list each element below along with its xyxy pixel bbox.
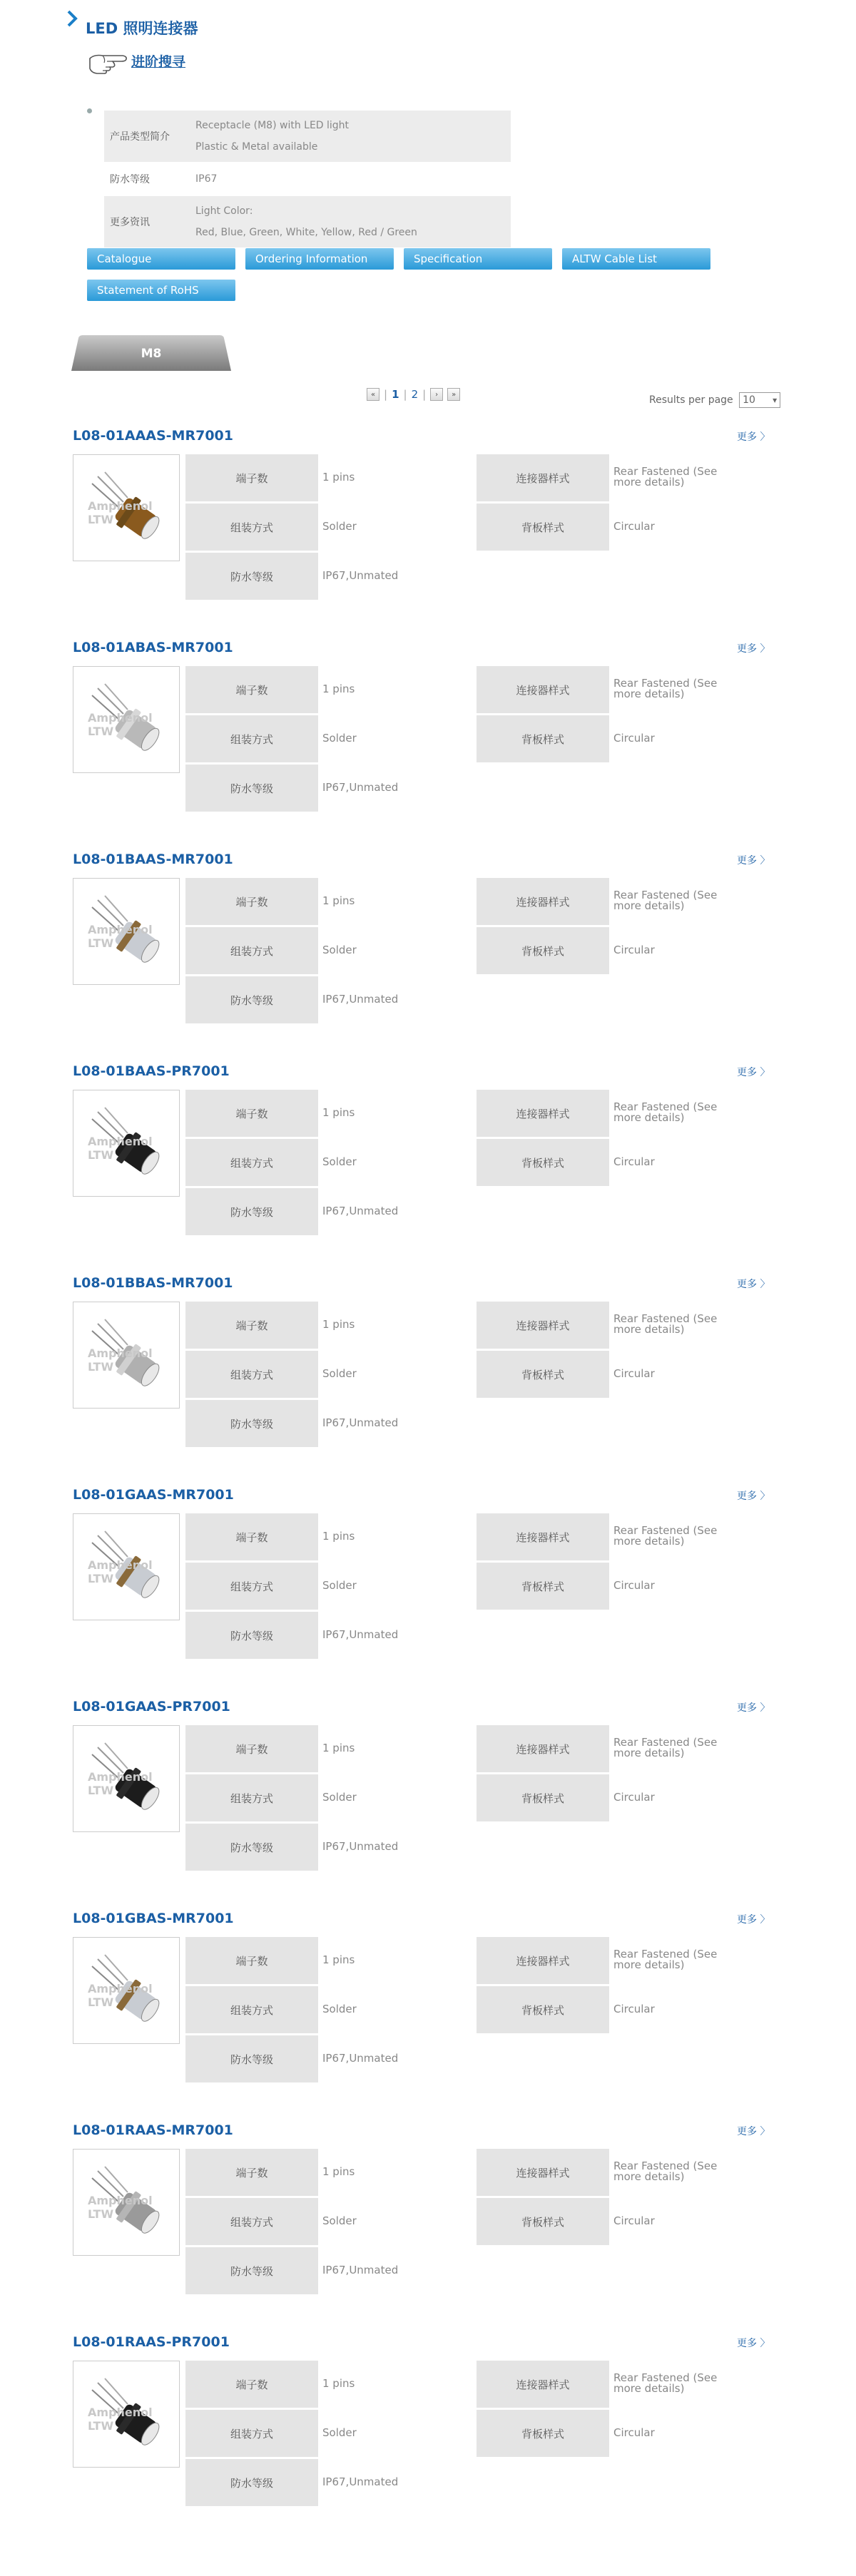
spec-value-mount: Solder — [322, 520, 357, 533]
product-name-link[interactable]: L08-01GBAS-MR7001 — [73, 1911, 234, 1926]
spec-label-pins: 端子数 — [185, 454, 318, 501]
product-thumbnail[interactable] — [73, 1302, 180, 1409]
nav-ordering-information[interactable]: Ordering Information — [245, 248, 394, 270]
spec-value-panel: Circular — [613, 2426, 655, 2439]
spec-label-pins: 端子数 — [185, 1513, 318, 1560]
results-per-page — [649, 392, 780, 408]
spec-label-ip: 防水等级 — [185, 1612, 318, 1659]
spec-label-connector: 连接器样式 — [477, 454, 609, 501]
spec-value-ip: IP67,Unmated — [322, 2475, 399, 2488]
spec-label-connector: 连接器样式 — [477, 2149, 609, 2196]
spec-label-ip: 防水等级 — [185, 2459, 318, 2506]
spec-label-panel: 背板样式 — [477, 1986, 609, 2033]
product-item — [73, 2334, 786, 2528]
spec-label-ip: 防水等级 — [185, 1824, 318, 1871]
spec-value-pins: 1 pins — [322, 894, 355, 907]
spec-value-panel: Circular — [613, 1155, 655, 1168]
spec-value-panel: Circular — [613, 732, 655, 745]
product-name-link[interactable]: L08-01RAAS-PR7001 — [73, 2334, 230, 2350]
product-item — [73, 1275, 786, 1469]
spec-label-pins: 端子数 — [185, 666, 318, 713]
spec-value-connector: Rear Fastened (See more details) — [613, 1948, 718, 1971]
product-name-link[interactable]: L08-01BBAS-MR7001 — [73, 1275, 233, 1291]
spec-label-mount: 组装方式 — [185, 1563, 318, 1610]
more-link[interactable]: 更多 〉 — [737, 2338, 770, 2349]
spec-value-ip: IP67,Unmated — [322, 2052, 399, 2065]
spec-value-ip: IP67,Unmated — [322, 993, 399, 1006]
spec-label-mount: 组装方式 — [185, 504, 318, 551]
spec-value-connector: Rear Fastened (See more details) — [613, 677, 718, 700]
spec-label-mount: 组装方式 — [185, 715, 318, 762]
page-title: LED 照明连接器 — [86, 20, 198, 37]
product-item — [73, 428, 786, 622]
spec-label-ip: 防水等级 — [185, 2247, 318, 2294]
info-key: 产品类型简介 — [104, 111, 187, 162]
product-name-link[interactable]: L08-01AAAS-MR7001 — [73, 428, 233, 444]
spec-label-mount: 组装方式 — [185, 1351, 318, 1398]
product-name-link[interactable]: L08-01BAAS-PR7001 — [73, 1063, 230, 1079]
spec-value-pins: 1 pins — [322, 1530, 355, 1543]
spec-value-mount: Solder — [322, 1579, 357, 1592]
more-link[interactable]: 更多 〉 — [737, 643, 770, 655]
bullet-icon — [87, 108, 92, 113]
spec-value-mount: Solder — [322, 732, 357, 745]
spec-label-ip: 防水等级 — [185, 1188, 318, 1235]
product-thumbnail[interactable] — [73, 666, 180, 773]
spec-label-pins: 端子数 — [185, 2149, 318, 2196]
watermark: Amphenol LTW — [88, 1982, 153, 2009]
chevron-right-icon — [66, 10, 79, 27]
nav-specification[interactable]: Specification — [404, 248, 552, 270]
spec-value-pins: 1 pins — [322, 2377, 355, 2390]
spec-value-mount: Solder — [322, 1367, 357, 1380]
spec-label-connector: 连接器样式 — [477, 1090, 609, 1137]
more-link[interactable]: 更多 〉 — [737, 855, 770, 867]
spec-label-connector: 连接器样式 — [477, 1725, 609, 1772]
spec-label-ip: 防水等级 — [185, 2035, 318, 2082]
spec-value-pins: 1 pins — [322, 1106, 355, 1119]
info-key: 防水等级 — [104, 164, 187, 194]
spec-value-pins: 1 pins — [322, 1318, 355, 1331]
spec-value-pins: 1 pins — [322, 683, 355, 695]
watermark: Amphenol LTW — [88, 2194, 153, 2221]
more-link[interactable]: 更多 〉 — [737, 431, 770, 443]
info-value — [187, 196, 511, 247]
more-link[interactable]: 更多 〉 — [737, 1279, 770, 1290]
pointing-hand-icon — [87, 50, 131, 76]
product-name-link[interactable]: L08-01RAAS-MR7001 — [73, 2122, 233, 2138]
spec-label-mount: 组装方式 — [185, 1774, 318, 1821]
spec-label-connector: 连接器样式 — [477, 1302, 609, 1349]
spec-label-pins: 端子数 — [185, 2361, 318, 2408]
product-thumbnail[interactable] — [73, 2361, 180, 2468]
spec-label-panel: 背板样式 — [477, 2198, 609, 2245]
spec-value-connector: Rear Fastened (See more details) — [613, 1736, 718, 1759]
spec-value-connector: Rear Fastened (See more details) — [613, 2160, 718, 2183]
spec-value-connector: Rear Fastened (See more details) — [613, 889, 718, 912]
product-item — [73, 640, 786, 834]
watermark: Amphenol LTW — [88, 711, 153, 738]
product-name-link[interactable]: L08-01GAAS-MR7001 — [73, 1487, 234, 1503]
info-row — [104, 196, 511, 247]
spec-label-mount: 组装方式 — [185, 1986, 318, 2033]
spec-label-ip: 防水等级 — [185, 765, 318, 812]
watermark: Amphenol LTW — [88, 1135, 153, 1162]
spec-value-pins: 1 pins — [322, 2165, 355, 2178]
spec-label-pins: 端子数 — [185, 1937, 318, 1984]
spec-value-panel: Circular — [613, 520, 655, 533]
results-per-page-label: Results per page — [649, 394, 733, 406]
product-thumbnail[interactable] — [73, 454, 180, 561]
spec-value-mount: Solder — [322, 1791, 357, 1804]
spec-value-mount: Solder — [322, 2214, 357, 2227]
info-row — [104, 111, 511, 162]
product-thumbnail[interactable] — [73, 1937, 180, 2044]
product-item — [73, 1911, 786, 2105]
more-link[interactable]: 更多 〉 — [737, 1914, 770, 1926]
spec-label-ip: 防水等级 — [185, 553, 318, 600]
spec-value-ip: IP67,Unmated — [322, 569, 399, 582]
results-per-page-select[interactable]: 10 ▾ — [739, 392, 780, 408]
product-item — [73, 852, 786, 1046]
spec-value-connector: Rear Fastened (See more details) — [613, 2371, 718, 2395]
spec-label-connector: 连接器样式 — [477, 1513, 609, 1560]
spec-label-panel: 背板样式 — [477, 1774, 609, 1821]
product-thumbnail[interactable] — [73, 1513, 180, 1620]
info-value-line: Plastic & Metal available — [195, 141, 318, 153]
info-key: 更多资讯 — [104, 196, 187, 247]
spec-value-ip: IP67,Unmated — [322, 1205, 399, 1217]
next-page-button[interactable]: › — [430, 388, 443, 401]
spec-value-pins: 1 pins — [322, 1742, 355, 1754]
spec-label-pins: 端子数 — [185, 1725, 318, 1772]
spec-label-connector: 连接器样式 — [477, 2361, 609, 2408]
spec-label-mount: 组装方式 — [185, 2198, 318, 2245]
watermark: Amphenol LTW — [88, 2406, 153, 2433]
info-value — [187, 111, 511, 162]
product-info-table — [104, 108, 511, 250]
nav-catalogue[interactable]: Catalogue — [87, 248, 235, 270]
product-thumbnail[interactable] — [73, 2149, 180, 2256]
info-value: IP67 — [187, 164, 511, 194]
nav-altw-cable-list[interactable]: ALTW Cable List — [562, 248, 710, 270]
spec-value-panel: Circular — [613, 2003, 655, 2015]
product-thumbnail[interactable] — [73, 878, 180, 985]
info-row — [104, 164, 511, 194]
spec-label-connector: 连接器样式 — [477, 1937, 609, 1984]
spec-label-pins: 端子数 — [185, 878, 318, 925]
spec-value-connector: Rear Fastened (See more details) — [613, 465, 718, 489]
spec-value-pins: 1 pins — [322, 471, 355, 484]
more-link[interactable]: 更多 〉 — [737, 2126, 770, 2137]
spec-value-panel: Circular — [613, 2214, 655, 2227]
spec-value-mount: Solder — [322, 1155, 357, 1168]
spec-label-mount: 组装方式 — [185, 1139, 318, 1186]
spec-value-panel: Circular — [613, 1367, 655, 1380]
spec-label-pins: 端子数 — [185, 1302, 318, 1349]
spec-value-ip: IP67,Unmated — [322, 1416, 399, 1429]
spec-label-pins: 端子数 — [185, 1090, 318, 1137]
spec-value-ip: IP67,Unmated — [322, 1840, 399, 1853]
spec-value-ip: IP67,Unmated — [322, 1628, 399, 1641]
spec-value-connector: Rear Fastened (See more details) — [613, 1100, 718, 1124]
watermark: Amphenol LTW — [88, 1770, 153, 1797]
spec-label-panel: 背板样式 — [477, 1563, 609, 1610]
spec-value-ip: IP67,Unmated — [322, 781, 399, 794]
product-item — [73, 2122, 786, 2316]
spec-value-ip: IP67,Unmated — [322, 2264, 399, 2276]
more-link[interactable]: 更多 〉 — [737, 1067, 770, 1078]
spec-value-panel: Circular — [613, 1791, 655, 1804]
last-page-button[interactable]: » — [447, 388, 460, 401]
tab-m8[interactable]: M8 — [141, 347, 162, 361]
spec-value-panel: Circular — [613, 944, 655, 956]
spec-label-connector: 连接器样式 — [477, 666, 609, 713]
page-link-2[interactable]: 2 — [411, 388, 419, 401]
info-value-line: Receptacle (M8) with LED light — [195, 120, 350, 131]
pagination: « | 1 | 2 | › » — [367, 388, 460, 401]
spec-label-mount: 组装方式 — [185, 927, 318, 974]
watermark: Amphenol LTW — [88, 1346, 153, 1374]
first-page-button[interactable]: « — [367, 388, 379, 401]
product-name-link[interactable]: L08-01GAAS-PR7001 — [73, 1699, 230, 1714]
spec-value-connector: Rear Fastened (See more details) — [613, 1312, 718, 1336]
more-link[interactable]: 更多 〉 — [737, 1702, 770, 1714]
product-name-link[interactable]: L08-01ABAS-MR7001 — [73, 640, 233, 655]
spec-value-mount: Solder — [322, 2426, 357, 2439]
spec-label-ip: 防水等级 — [185, 1400, 318, 1447]
spec-label-connector: 连接器样式 — [477, 878, 609, 925]
spec-value-mount: Solder — [322, 2003, 357, 2015]
product-item — [73, 1063, 786, 1257]
watermark: Amphenol LTW — [88, 1558, 153, 1585]
spec-label-panel: 背板样式 — [477, 927, 609, 974]
spec-label-panel: 背板样式 — [477, 715, 609, 762]
spec-value-connector: Rear Fastened (See more details) — [613, 1524, 718, 1548]
watermark: Amphenol LTW — [88, 923, 153, 950]
product-item — [73, 1699, 786, 1893]
product-thumbnail[interactable] — [73, 1725, 180, 1832]
more-link[interactable]: 更多 〉 — [737, 1491, 770, 1502]
info-value-line: Red, Blue, Green, White, Yellow, Red / Green — [195, 227, 417, 238]
product-thumbnail[interactable] — [73, 1090, 180, 1197]
spec-label-panel: 背板样式 — [477, 2410, 609, 2457]
spec-value-mount: Solder — [322, 944, 357, 956]
nav-statement-of-rohs[interactable]: Statement of RoHS — [87, 280, 235, 301]
spec-label-ip: 防水等级 — [185, 976, 318, 1023]
product-name-link[interactable]: L08-01BAAS-MR7001 — [73, 852, 233, 867]
info-value-line: Light Color: — [195, 205, 253, 217]
spec-value-panel: Circular — [613, 1579, 655, 1592]
spec-value-pins: 1 pins — [322, 1953, 355, 1966]
page-link-1[interactable]: 1 — [392, 388, 399, 401]
product-item — [73, 1487, 786, 1681]
spec-label-mount: 组装方式 — [185, 2410, 318, 2457]
spec-label-panel: 背板样式 — [477, 1139, 609, 1186]
spec-label-panel: 背板样式 — [477, 1351, 609, 1398]
advanced-search-link[interactable]: 进阶搜寻 — [131, 54, 186, 70]
watermark: Amphenol LTW — [88, 499, 153, 526]
spec-label-panel: 背板样式 — [477, 504, 609, 551]
